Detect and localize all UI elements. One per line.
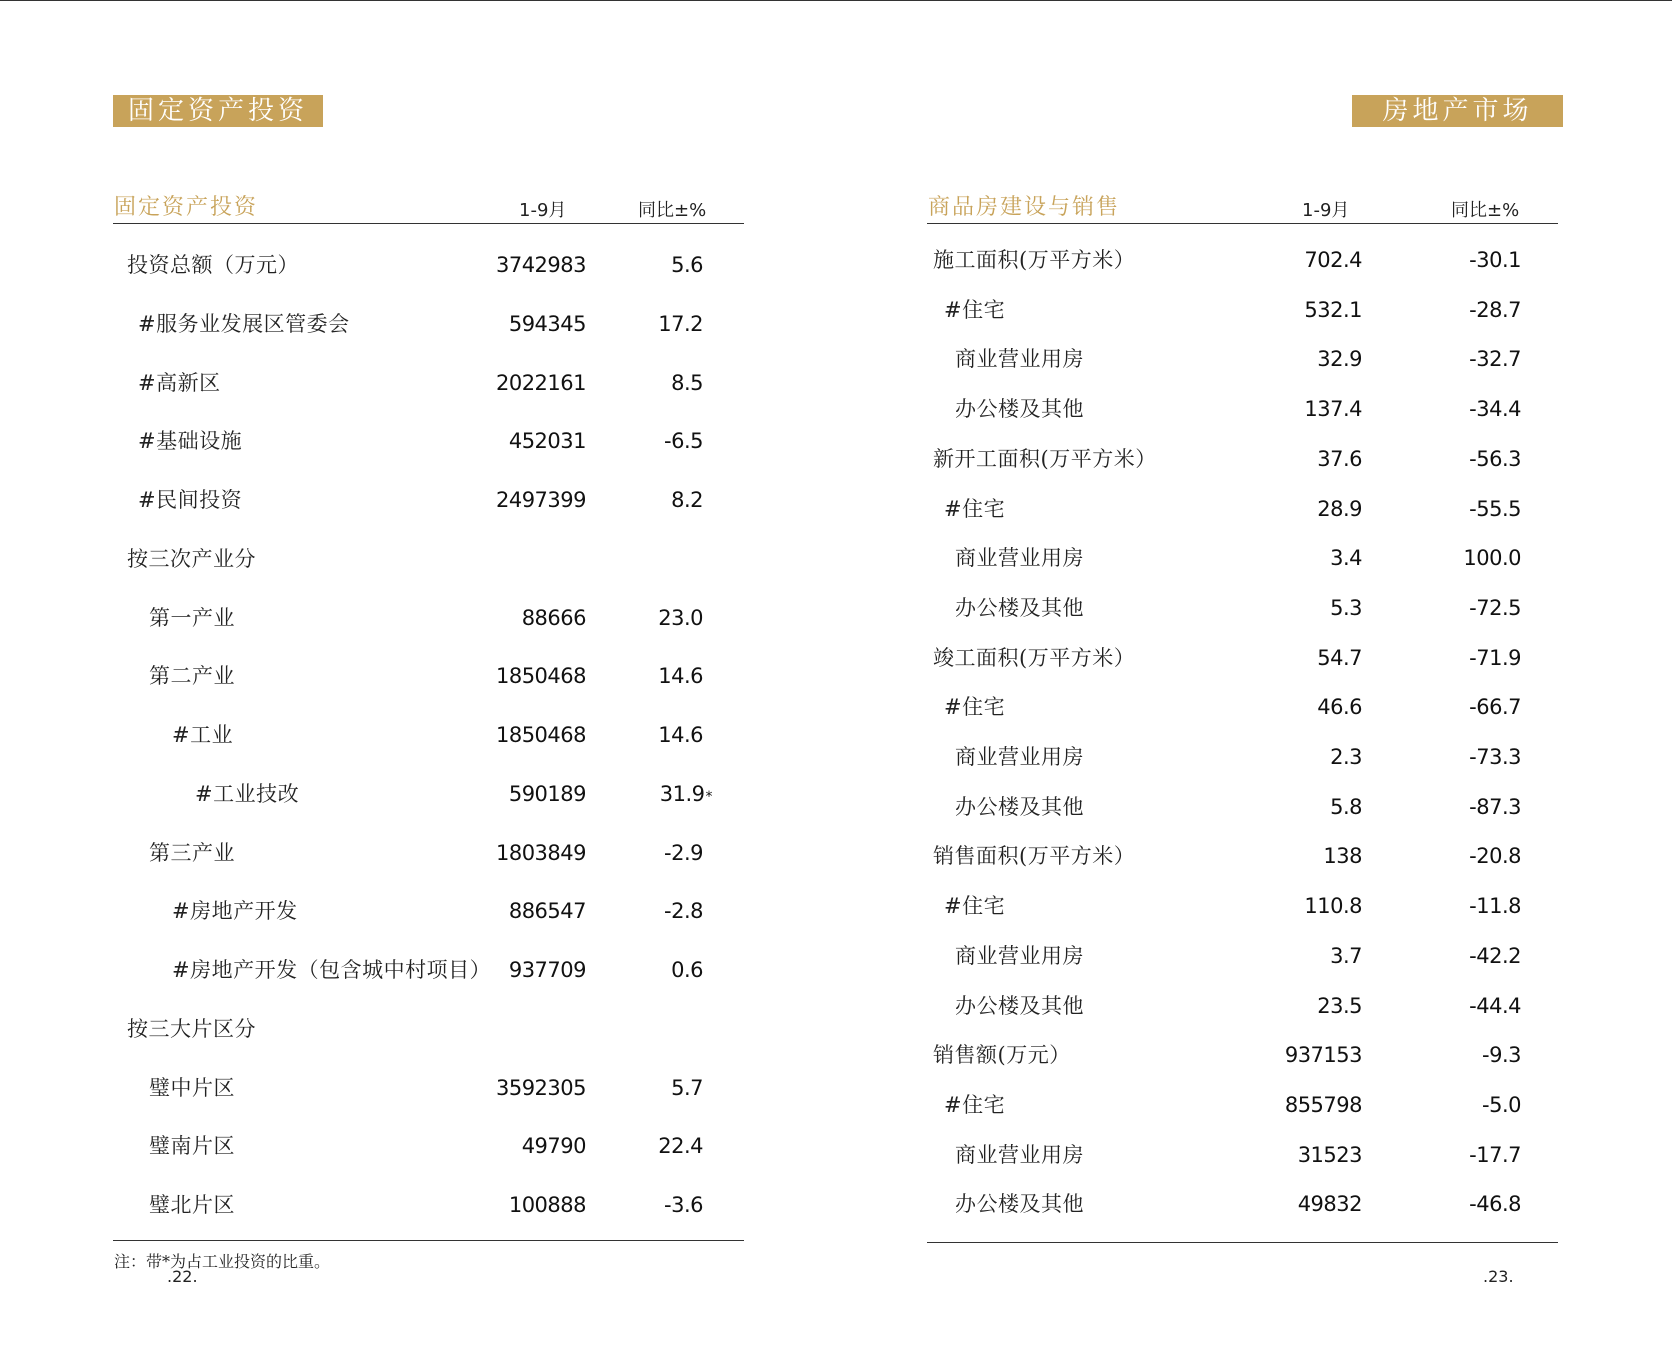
row-value: 3.4 [1330,546,1362,571]
left-col-head-change: 同比±% [638,200,707,221]
row-change [1469,494,1521,524]
row-change [1469,792,1521,822]
row-change-value: -5.0 [1482,1092,1521,1117]
table-row [927,494,1558,524]
row-value: 2497399 [495,488,586,512]
row-change-value: 8.5 [671,370,703,395]
row-label: #房地产开发 [172,899,298,924]
row-label: #民间投资 [138,488,243,512]
table-row [927,593,1558,623]
row-change [1463,543,1521,573]
row-change [1482,1090,1521,1120]
row-value: 590189 [508,781,586,806]
row-change-value: 5.6 [671,253,703,277]
table-row [927,1140,1558,1170]
right-bottom-rule [927,1242,1558,1243]
row-value: 3.7 [1330,943,1362,968]
right-col-head-period: 1-9月 [1302,200,1350,221]
row-change-value: 14.6 [658,723,703,747]
row-change [1469,742,1521,772]
table-row [927,643,1558,673]
table-row [113,544,744,574]
row-label: 璧北片区 [149,1193,235,1217]
row-change [1469,1189,1521,1219]
row-value: 937709 [508,958,586,982]
row-label: 办公楼及其他 [955,993,1084,1018]
left-header-rule [113,223,744,224]
row-label: 销售额(万元） [933,1043,1071,1068]
row-change-value: -56.3 [1469,446,1521,471]
row-change-value: -66.7 [1469,695,1521,720]
row-value: 46.6 [1317,695,1362,720]
row-label: 第二产业 [149,664,235,689]
row-label: 第三产业 [149,840,235,865]
row-change-mark: * [705,788,712,805]
row-label: #住宅 [944,695,1006,720]
row-change-value: -87.3 [1469,794,1521,819]
row-label: #住宅 [944,496,1006,521]
table-row [113,368,744,398]
row-value: 49790 [521,1134,586,1159]
table-row [113,838,744,868]
table-row [927,841,1558,871]
row-change-value: -44.4 [1469,993,1521,1018]
row-value: 855798 [1284,1092,1362,1117]
row-change-value: 0.6 [671,958,703,982]
row-value: 3742983 [495,253,586,277]
table-row [927,692,1558,722]
row-change-value: -3.6 [664,1193,703,1217]
row-change [1469,941,1521,971]
row-label: 投资总额（万元） [127,253,299,277]
table-row [113,720,744,750]
row-change [1469,692,1521,722]
row-change-value: -28.7 [1469,297,1521,322]
left-col-head-period: 1-9月 [519,200,567,221]
table-row [113,1014,744,1044]
row-change [671,368,703,398]
left-footnote: 注：带*为占工业投资的比重。 [114,1252,331,1271]
left-banner: 固定资产投资 [113,95,323,127]
row-change-value: 8.2 [671,488,703,512]
table-row [113,603,744,633]
row-label: #工业技改 [195,781,300,806]
row-change-value: 22.4 [658,1134,703,1159]
row-label: 商业营业用房 [955,347,1084,372]
row-label: #房地产开发（包含城中村项目） [172,958,492,982]
row-value: 23.5 [1317,993,1362,1018]
row-value: 138 [1323,844,1362,869]
row-change-value: -17.7 [1469,1142,1521,1167]
row-label: 销售面积(万平方米） [933,844,1136,869]
left-section-title: 固定资产投资 [114,195,259,220]
table-row [927,344,1558,374]
row-label: #高新区 [138,370,221,395]
table-row [927,295,1558,325]
table-row [113,955,744,985]
row-label: 竣工面积(万平方米） [933,645,1136,670]
right-page-number: .23. [1483,1267,1514,1286]
row-change-value: -71.9 [1469,645,1521,670]
row-change-value: -9.3 [1482,1043,1521,1068]
table-row [113,1073,744,1103]
row-change [1469,444,1521,474]
row-change [1469,245,1521,275]
row-value: 100888 [508,1193,586,1217]
row-change-value: -6.5 [664,429,703,454]
right-banner: 房地产市场 [1352,95,1563,127]
row-change-value: 5.7 [671,1075,703,1100]
row-change-value: -32.7 [1469,347,1521,372]
left-bottom-rule [113,1240,744,1241]
row-value: 1850468 [495,723,586,747]
row-label: 商业营业用房 [955,546,1084,571]
row-label: 办公楼及其他 [955,794,1084,819]
table-row [113,1131,744,1161]
row-change [658,720,703,750]
table-row [113,485,744,515]
row-value: 1850468 [495,664,586,689]
row-label: 第一产业 [149,605,235,630]
row-change-value: 17.2 [658,311,703,336]
row-change [658,309,703,339]
row-change-value: 100.0 [1463,546,1521,571]
row-value: 54.7 [1317,645,1362,670]
row-value: 49832 [1297,1192,1362,1217]
row-value: 702.4 [1304,248,1362,272]
row-label: #住宅 [944,894,1006,919]
row-label: #住宅 [944,297,1006,322]
right-header-rule [927,223,1558,224]
row-value: 2022161 [495,370,586,395]
table-row [113,779,744,809]
row-value: 137.4 [1304,397,1362,422]
row-change [1469,1140,1521,1170]
row-label: 按三大片区分 [127,1016,256,1041]
row-change [1469,394,1521,424]
row-change-value: -20.8 [1469,844,1521,869]
row-value: 532.1 [1304,297,1362,322]
row-change-value: 23.0 [658,605,703,630]
row-value: 31523 [1297,1142,1362,1167]
row-label: #基础设施 [138,429,243,454]
row-value: 937153 [1284,1043,1362,1068]
row-change [658,661,703,691]
table-row [927,444,1558,474]
row-change-value: -2.9 [664,840,703,865]
row-label: 新开工面积(万平方米） [933,446,1157,471]
row-value: 5.3 [1330,595,1362,620]
row-label: #住宅 [944,1092,1006,1117]
row-change [1469,891,1521,921]
table-row [927,891,1558,921]
row-change-value: -11.8 [1469,894,1521,919]
row-change-value: -72.5 [1469,595,1521,620]
row-label: 按三次产业分 [127,546,256,571]
row-change [671,955,703,985]
table-row [927,991,1558,1021]
row-change-value: -55.5 [1469,496,1521,521]
row-change [1469,344,1521,374]
table-row [927,742,1558,772]
row-value: 2.3 [1330,745,1362,769]
row-change [1469,295,1521,325]
row-label: 商业营业用房 [955,943,1084,968]
row-label: 办公楼及其他 [955,397,1084,422]
row-change [1482,1040,1521,1070]
row-label: 商业营业用房 [955,1142,1084,1167]
row-value: 5.8 [1330,794,1362,819]
table-row [113,309,744,339]
row-label: 璧南片区 [149,1134,235,1159]
table-row [927,543,1558,573]
row-label: 商业营业用房 [955,745,1084,769]
table-row [113,426,744,456]
left-page-number: .22. [167,1267,198,1286]
row-change [671,250,703,280]
row-change [664,838,703,868]
row-change [664,896,703,926]
row-change [1469,643,1521,673]
row-change [658,1131,703,1161]
row-label: #工业 [172,723,234,747]
table-row [113,896,744,926]
table-row [113,250,744,280]
row-change [664,426,703,456]
row-change [671,1073,703,1103]
row-change-value: -46.8 [1469,1192,1521,1217]
row-change [671,485,703,515]
row-change-value: -2.8 [664,899,703,924]
row-change-value: 31.9 [659,781,705,806]
table-row [927,792,1558,822]
right-col-head-change: 同比±% [1451,200,1520,221]
row-value: 28.9 [1317,496,1362,521]
right-section-title: 商品房建设与销售 [928,195,1121,220]
page-top-border [0,0,1672,1]
row-value: 594345 [508,311,586,336]
row-change [660,779,712,812]
table-row [927,1090,1558,1120]
row-label: 璧中片区 [149,1075,235,1100]
table-row [927,941,1558,971]
row-label: 办公楼及其他 [955,1192,1084,1217]
row-change-value: -34.4 [1469,397,1521,422]
row-change [1469,991,1521,1021]
row-change-value: 14.6 [658,664,703,689]
row-change [1469,593,1521,623]
row-change-value: -73.3 [1469,745,1521,769]
row-change [658,603,703,633]
table-row [113,661,744,691]
row-label: 施工面积(万平方米） [933,248,1136,272]
row-change-value: -30.1 [1469,248,1521,272]
table-row [927,1040,1558,1070]
row-label: #服务业发展区管委会 [138,311,350,336]
row-value: 3592305 [495,1075,586,1100]
row-change-value: -42.2 [1469,943,1521,968]
row-value: 886547 [508,899,586,924]
table-row [113,1190,744,1220]
row-value: 452031 [508,429,586,454]
table-row [927,1189,1558,1219]
table-row [927,245,1558,275]
row-value: 88666 [521,605,586,630]
row-change [664,1190,703,1220]
row-value: 1803849 [495,840,586,865]
table-row [927,394,1558,424]
row-change [1469,841,1521,871]
row-value: 37.6 [1317,446,1362,471]
row-value: 32.9 [1317,347,1362,372]
row-value: 110.8 [1304,894,1362,919]
row-label: 办公楼及其他 [955,595,1084,620]
